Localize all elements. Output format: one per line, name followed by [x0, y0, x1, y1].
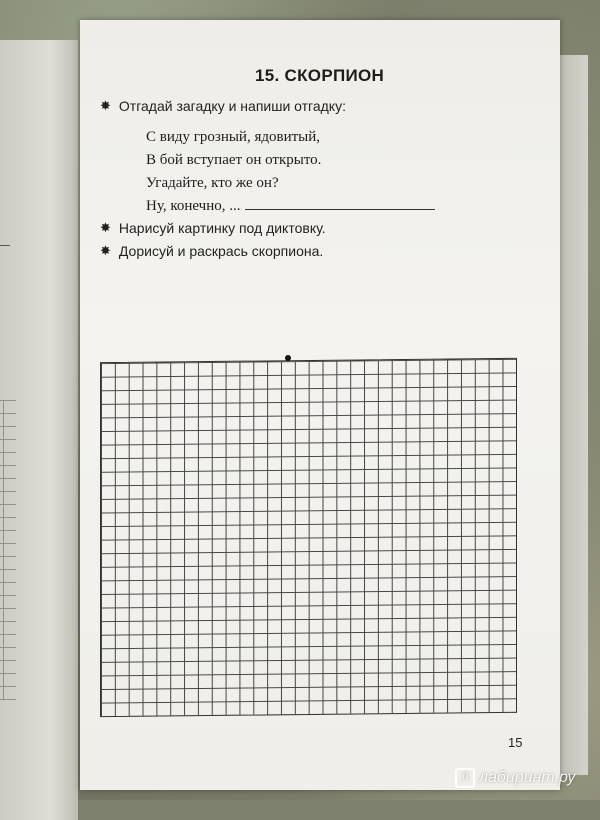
instruction-label: Нарисуй картинку под диктовку. — [118, 220, 326, 236]
labyrinth-logo-icon: Л — [455, 768, 475, 788]
instruction-color — [100, 243, 323, 259]
left-page-answer-line — [0, 245, 10, 246]
poem-line: В бой вступает он открыто. — [146, 152, 322, 168]
left-page-grid — [0, 400, 16, 700]
poem-line: Угадайте, кто же он? — [146, 175, 279, 191]
page-number: 15 — [508, 735, 523, 750]
instruction-dictation — [100, 220, 326, 236]
left-page-edge — [0, 40, 78, 820]
poem-line: Ну, конечно, ... — [146, 198, 241, 214]
star-bullet-icon: ✸ — [100, 243, 111, 258]
workbook-page — [80, 20, 560, 790]
watermark — [455, 768, 575, 788]
watermark-text: лабиринт.ру — [479, 769, 576, 786]
instruction-label: Дорисуй и раскрась скорпиона. — [118, 243, 324, 259]
instruction-label: Отгадай загадку и напиши отгадку: — [118, 98, 346, 114]
drawing-grid[interactable] — [100, 358, 517, 717]
answer-blank[interactable] — [245, 195, 435, 210]
riddle-poem — [146, 126, 435, 218]
star-bullet-icon: ✸ — [100, 220, 111, 235]
page-title: 15. СКОРПИОН — [255, 66, 385, 85]
star-bullet-icon: ✸ — [100, 98, 111, 113]
poem-line-answer — [146, 195, 435, 218]
poem-line: С виду грозный, ядовитый, — [146, 129, 321, 145]
start-dot — [285, 355, 291, 361]
instruction-riddle — [100, 98, 346, 114]
